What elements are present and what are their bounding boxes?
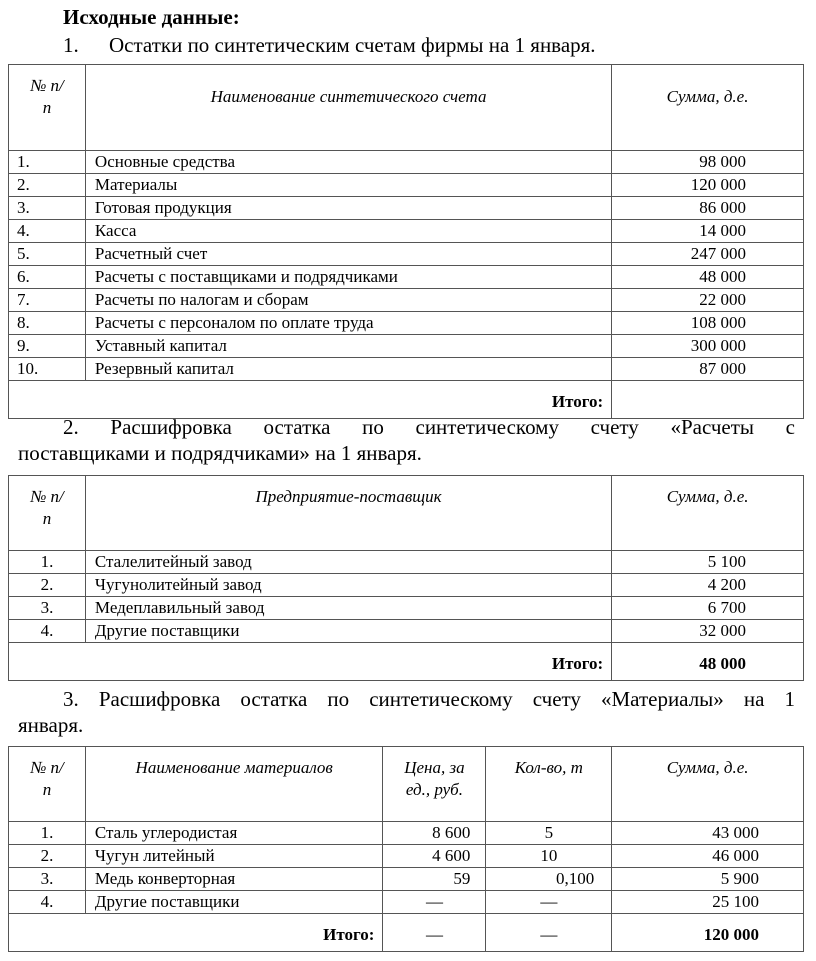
header-number: № п/п bbox=[9, 476, 86, 551]
table-row: 2. Материалы 120 000 bbox=[9, 174, 804, 197]
total-price: — bbox=[383, 914, 486, 952]
table-row: 3. Готовая продукция 86 000 bbox=[9, 197, 804, 220]
table-row: 10. Резервный капитал 87 000 bbox=[9, 358, 804, 381]
table-row: 9. Уставный капитал 300 000 bbox=[9, 335, 804, 358]
section3-title-line1: 3. Расшифровка остатка по синтетическому счету «Материалы» на 1 bbox=[63, 687, 795, 711]
section2-title-line1: 2. Расшифровка остатка по синтетическому счету «Расчеты с bbox=[63, 415, 795, 439]
table-row: 8. Расчеты с персоналом по оплате труда 108 000 bbox=[9, 312, 804, 335]
total-value: 48 000 bbox=[612, 643, 804, 681]
header-sum: Сумма, д.е. bbox=[612, 476, 804, 551]
table-header-row bbox=[9, 747, 804, 822]
header-material-name: Наименование материалов bbox=[85, 747, 383, 822]
document-heading: Исходные данные: bbox=[63, 5, 240, 29]
total-quantity: — bbox=[486, 914, 612, 952]
header-price: Цена, за ед., руб. bbox=[383, 747, 486, 822]
synthetic-accounts-table bbox=[8, 64, 804, 419]
total-label: Итого: bbox=[9, 381, 612, 419]
materials-table bbox=[8, 746, 804, 952]
header-sum: Сумма, д.е. bbox=[612, 747, 804, 822]
header-account-name: Наименование синтетического счета bbox=[85, 65, 611, 151]
table-row: 1. Сталь углеродистая 8 600 5 43 000 bbox=[9, 822, 804, 845]
table-row: 1. Основные средства 98 000 bbox=[9, 151, 804, 174]
header-sum: Сумма, д.е. bbox=[612, 65, 804, 151]
table-total-row bbox=[9, 381, 804, 419]
table-row: 4. Другие поставщики — — 25 100 bbox=[9, 891, 804, 914]
table-row: 5. Расчетный счет 247 000 bbox=[9, 243, 804, 266]
header-number: № п/п bbox=[9, 65, 86, 151]
section3-title-line2: января. bbox=[18, 713, 84, 737]
table-total-row bbox=[9, 914, 804, 952]
section1-number: 1. bbox=[63, 33, 79, 57]
table-header-row bbox=[9, 476, 804, 551]
header-number: № п/п bbox=[9, 747, 86, 822]
table-row: 3. Медеплавильный завод 6 700 bbox=[9, 597, 804, 620]
suppliers-table bbox=[8, 475, 804, 681]
total-label: Итого: bbox=[9, 914, 383, 952]
header-quantity: Кол-во, т bbox=[486, 747, 612, 822]
table-row: 3. Медь конверторная 59 0,100 5 900 bbox=[9, 868, 804, 891]
table-row: 4. Другие поставщики 32 000 bbox=[9, 620, 804, 643]
total-value bbox=[612, 381, 804, 419]
table-row: 4. Касса 14 000 bbox=[9, 220, 804, 243]
table-row: 1. Сталелитейный завод 5 100 bbox=[9, 551, 804, 574]
total-value: 120 000 bbox=[612, 914, 804, 952]
table-row: 6. Расчеты с поставщиками и подрядчиками 48 000 bbox=[9, 266, 804, 289]
total-label: Итого: bbox=[9, 643, 612, 681]
section1-title bbox=[63, 32, 596, 58]
section1-title-text: Остатки по синтетическим счетам фирмы на 1 января. bbox=[109, 33, 596, 57]
table-row: 2. Чугунолитейный завод 4 200 bbox=[9, 574, 804, 597]
table-total-row bbox=[9, 643, 804, 681]
table-header-row bbox=[9, 65, 804, 151]
table-row: 2. Чугун литейный 4 600 10 46 000 bbox=[9, 845, 804, 868]
table-row: 7. Расчеты по налогам и сборам 22 000 bbox=[9, 289, 804, 312]
section2-title-line2: поставщиками и подрядчиками» на 1 января. bbox=[18, 441, 422, 465]
header-supplier: Предприятие-поставщик bbox=[85, 476, 611, 551]
